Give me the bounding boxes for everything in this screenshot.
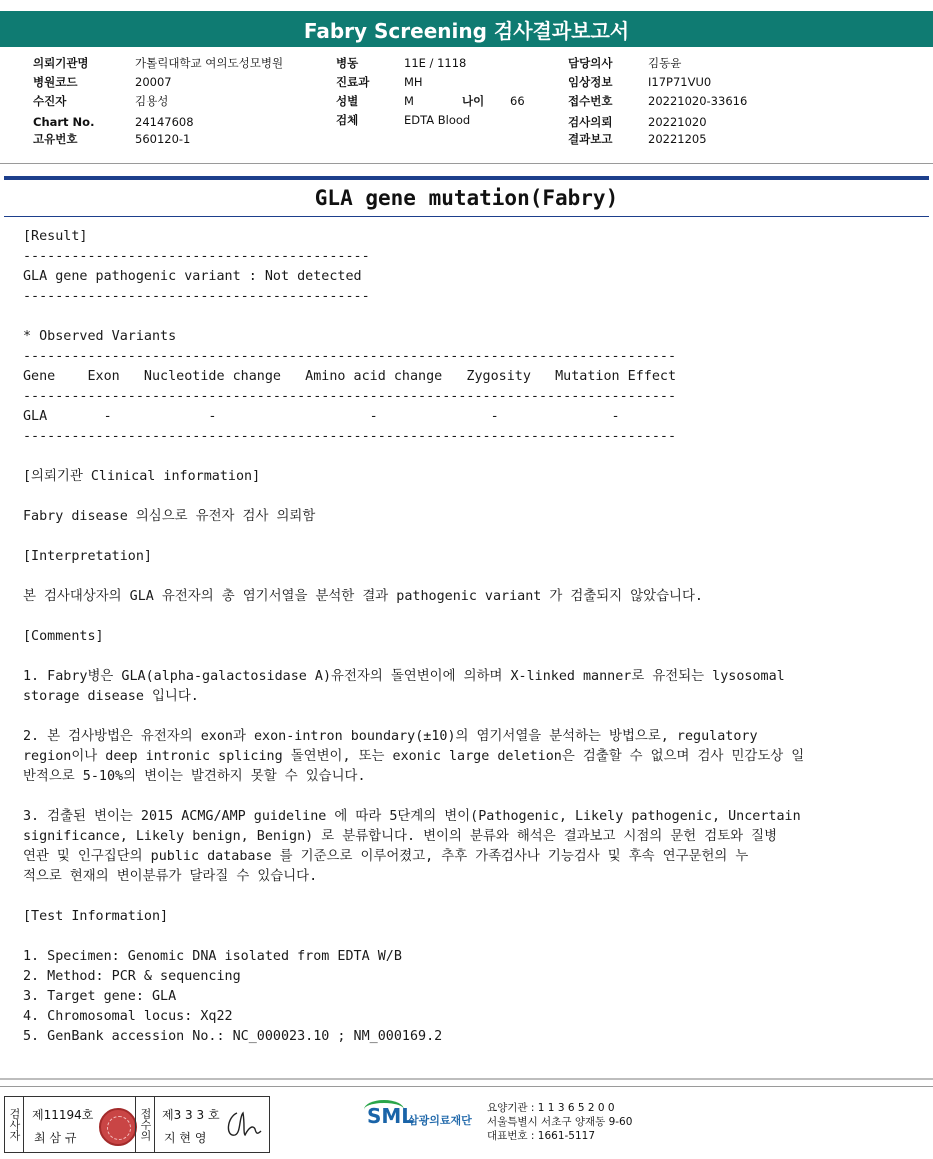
tester-label: 검사자: [5, 1097, 24, 1152]
report-footer: [0, 1090, 933, 1159]
meta-label: Chart No.: [33, 115, 95, 129]
report-header-banner: [0, 11, 933, 47]
seal-stamp-icon: [99, 1108, 137, 1146]
signature-icon: [223, 1107, 263, 1143]
signature-box: [4, 1096, 270, 1153]
body-line: [23, 447, 923, 467]
meta-value: EDTA Blood: [404, 113, 471, 127]
body-line: significance, Likely benign, Benign) 로 분류합니다. 변이의 분류와 해석은 결과보고 시점의 문헌 검토와 질병: [23, 829, 778, 844]
meta-label: 수진자: [33, 94, 67, 108]
divider: [0, 163, 933, 164]
tester-name: 최 삼 규: [34, 1131, 77, 1145]
body-line: [23, 787, 923, 807]
body-line: [의뢰기관 Clinical information]: [23, 469, 261, 484]
meta-value: 20007: [135, 75, 172, 89]
org-info-line: 서울특별시 서초구 양재동 9-60: [487, 1116, 633, 1128]
body-line: [23, 487, 923, 507]
body-line: [23, 927, 923, 947]
org-info-line: 대표번호 : 1661-5117: [487, 1130, 596, 1142]
body-line: storage disease 입니다.: [23, 689, 199, 704]
body-line: 2. Method: PCR & sequencing: [23, 969, 241, 984]
confirmer-label: 접수의: [135, 1097, 155, 1152]
body-line: -------------------------------------------: [23, 249, 370, 264]
body-line: 2. 본 검사방법은 유전자의 exon과 exon-intron boundary(±10)의 염기서열을 분석하는 방법으로, regulatory: [23, 729, 758, 744]
report-body: [23, 227, 923, 1047]
body-line: 4. Chromosomal locus: Xq22: [23, 1009, 233, 1024]
divider: [0, 1086, 933, 1087]
body-line: [Result]: [23, 229, 88, 244]
meta-label: 나이: [462, 94, 485, 108]
meta-value: 20221205: [648, 132, 707, 146]
meta-value: 김동윤: [648, 56, 682, 70]
meta-value: 20221020-33616: [648, 94, 748, 108]
body-line: 적으로 현재의 변이분류가 달라질 수 있습니다.: [23, 869, 318, 884]
divider: [0, 1078, 933, 1080]
body-line: ---------------------------------------------------------------------------------: [23, 349, 677, 364]
meta-value: 가톨릭대학교 여의도성모병원: [135, 56, 284, 70]
body-line: 연관 및 인구집단의 public database 를 기준으로 이루어졌고, 추후 가족검사나 기능검사 및 후속 연구문헌의 누: [23, 849, 749, 864]
meta-label: 검체: [336, 113, 359, 127]
body-line: [23, 647, 923, 667]
divider: [4, 216, 929, 217]
meta-label: 병동: [336, 56, 359, 70]
meta-label: 고유번호: [33, 132, 78, 146]
meta-label: 성별: [336, 94, 359, 108]
body-line: [23, 607, 923, 627]
meta-value: MH: [404, 75, 423, 89]
body-line: GLA gene pathogenic variant : Not detected: [23, 269, 362, 284]
sml-org-name: 삼광의료재단: [408, 1114, 472, 1127]
body-line: 1. Fabry병은 GLA(alpha-galactosidase A)유전자의 돌연변이에 의하며 X-linked manner로 유전되는 lysosomal: [23, 669, 785, 684]
meta-value: 20221020: [648, 115, 707, 129]
body-line: Gene Exon Nucleotide change Amino acid change Zygosity Mutation Effect: [23, 369, 677, 384]
meta-label: 담당의사: [568, 56, 613, 70]
body-line: 3. Target gene: GLA: [23, 989, 177, 1004]
meta-value: 560120-1: [135, 132, 191, 146]
body-line: 1. Specimen: Genomic DNA isolated from EDTA W/B: [23, 949, 402, 964]
body-line: 5. GenBank accession No.: NC_000023.10 ; NM_000169.2: [23, 1029, 443, 1044]
meta-label: 진료과: [336, 75, 370, 89]
meta-label: 검사의뢰: [568, 115, 613, 129]
org-info-line: 요양기관 : 1 1 3 6 5 2 0 0: [487, 1102, 615, 1114]
meta-label: 임상정보: [568, 75, 613, 89]
body-line: 본 검사대상자의 GLA 유전자의 총 염기서열을 분석한 결과 pathogenic variant 가 검출되지 않았습니다.: [23, 589, 703, 604]
body-line: [Interpretation]: [23, 549, 152, 564]
meta-value: 11E / 1118: [404, 56, 467, 70]
body-line: [23, 527, 923, 547]
body-line: [23, 567, 923, 587]
meta-label: 접수번호: [568, 94, 613, 108]
sml-logo: SML: [367, 1104, 415, 1128]
body-line: * Observed Variants: [23, 329, 177, 344]
body-line: [Comments]: [23, 629, 104, 644]
meta-value: 66: [510, 94, 525, 108]
body-line: GLA - - - - -: [23, 409, 620, 424]
body-line: [23, 707, 923, 727]
org-info: [487, 1101, 632, 1143]
confirmer-name: 지 현 영: [164, 1131, 207, 1145]
meta-label: 결과보고: [568, 132, 613, 146]
meta-label: 병원코드: [33, 75, 78, 89]
meta-value: M: [404, 94, 414, 108]
body-line: ---------------------------------------------------------------------------------: [23, 429, 677, 444]
body-line: -------------------------------------------: [23, 289, 370, 304]
body-line: ---------------------------------------------------------------------------------: [23, 389, 677, 404]
body-line: Fabry disease 의심으로 유전자 검사 의뢰함: [23, 509, 316, 524]
meta-value: I17P71VU0: [648, 75, 712, 89]
tester-license: 제11194호: [32, 1108, 94, 1122]
body-line: region이나 deep intronic splicing 돌연변이, 또는 exonic large deletion은 검출할 수 없으며 검사 민감도상 일: [23, 749, 805, 764]
test-title: GLA gene mutation(Fabry): [314, 186, 619, 210]
body-line: [23, 307, 923, 327]
body-line: 3. 검출된 변이는 2015 ACMG/AMP guideline 에 따라 5단계의 변이(Pathogenic, Likely pathogenic, Uncertain: [23, 809, 801, 824]
divider: [4, 176, 929, 180]
report-header-title: Fabry Screening 검사결과보고서: [303, 18, 630, 43]
body-line: [23, 887, 923, 907]
confirmer-license: 제3 3 3 호: [162, 1108, 220, 1122]
meta-value: 24147608: [135, 115, 194, 129]
patient-info: [0, 54, 933, 154]
body-line: [Test Information]: [23, 909, 169, 924]
meta-label: 의뢰기관명: [33, 56, 89, 70]
body-line: 반적으로 5-10%의 변이는 발견하지 못할 수 있습니다.: [23, 769, 366, 784]
meta-value: 김용성: [135, 94, 169, 108]
